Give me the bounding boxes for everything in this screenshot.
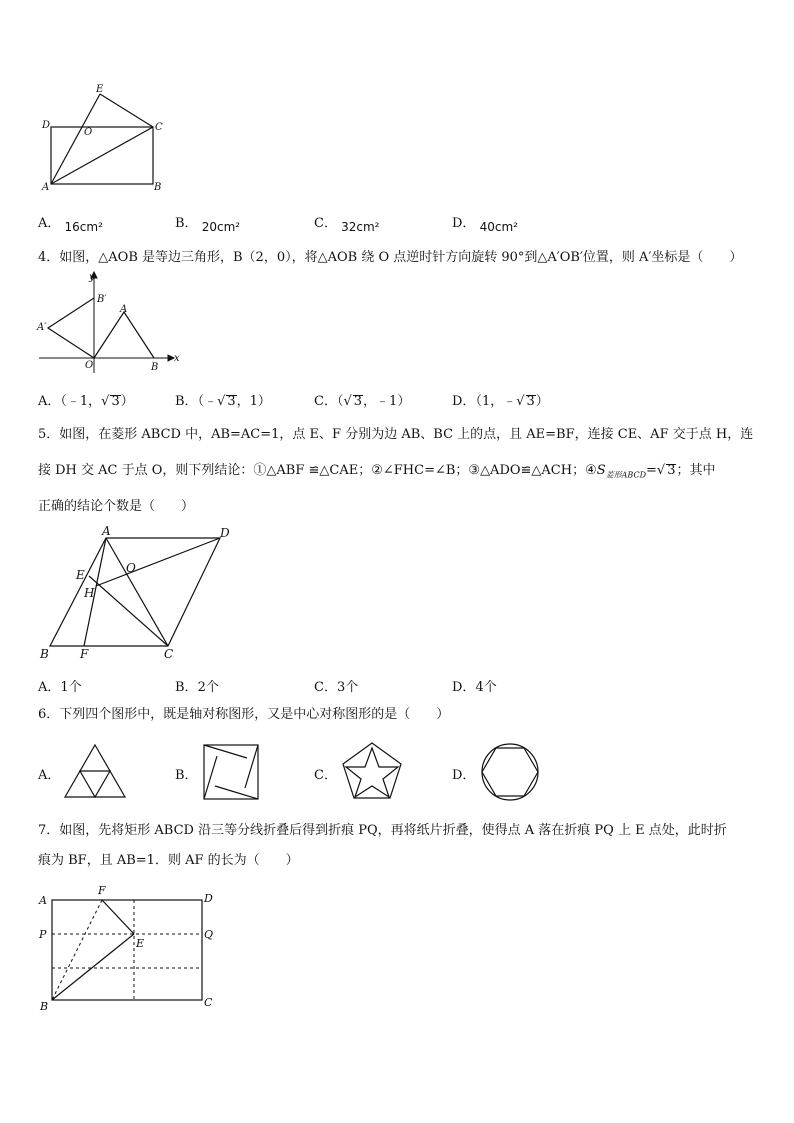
q5-option-b[interactable] — [175, 676, 219, 695]
q4-triangle-a1ob1 — [48, 298, 94, 358]
q5-stem-line2 — [38, 458, 716, 489]
q5-label-f: F — [80, 647, 89, 661]
q4-option-a-radicand: 3 — [111, 394, 120, 409]
q6-option-a[interactable] — [38, 764, 60, 783]
q4-triangle-aob — [94, 312, 154, 358]
q3-option-b-value: 20cm² — [201, 220, 241, 234]
q7-label-q: Q — [204, 928, 214, 941]
q4-option-c-pre: （ — [336, 394, 344, 409]
q5-option-b-letter: B． — [175, 680, 198, 695]
q5-label-e: E — [76, 568, 85, 582]
q6-option-b[interactable] — [175, 764, 198, 783]
radical-icon: √ — [217, 394, 226, 409]
q5-option-c[interactable] — [314, 676, 358, 695]
q4-option-a-letter: A． — [38, 394, 61, 409]
q4-option-d[interactable] — [452, 390, 549, 409]
q4-figure — [34, 268, 184, 373]
q6-stem: 6．下列四个图形中，既是轴对称图形，又是中心对称图形的是（ ） — [38, 707, 450, 722]
q4-label-y: y — [89, 272, 95, 283]
q3-figure — [34, 80, 174, 195]
q6-option-a-triangle-icon — [62, 742, 128, 800]
q4-label-x: x — [174, 353, 180, 364]
q7-figure — [34, 882, 224, 1014]
q3-option-c-letter: C． — [314, 216, 337, 231]
q5-label-b: B — [40, 647, 49, 661]
q7-label-c: C — [204, 996, 213, 1009]
radical-icon: √ — [343, 394, 352, 409]
q7-stem-line2: 痕为 BF，且 AB=1．则 AF 的长为（ ） — [38, 853, 299, 868]
q4-stem: 4．如图，△AOB 是等边三角形，B（2，0），将△AOB 绕 O 点逆时针方向旋转 90°到△A′OB′位置，则 A′坐标是（ ） — [38, 250, 743, 265]
q5-stem-line1: 5．如图，在菱形 ABCD 中，AB=AC=1，点 E、F 分别为边 AB、BC 上的点，且 AE=BF，连接 CE、AF 交于点 H，连 — [38, 427, 754, 442]
q7-line-bf — [52, 900, 102, 1000]
q7-label-d: D — [204, 892, 213, 905]
q5-option-c-letter: C． — [314, 680, 337, 695]
q4-option-d-post: ） — [535, 394, 549, 409]
q5-line-ce — [89, 576, 168, 646]
q3-option-d-value: 40cm² — [479, 220, 518, 234]
q5-diagonal-ac — [106, 538, 168, 646]
q5-label-c: C — [164, 647, 174, 661]
q5-label-d: D — [220, 526, 230, 540]
q4-option-b-radicand: 3 — [227, 394, 236, 409]
q7-line-fe — [102, 900, 134, 934]
q4-option-b-letter: B． — [175, 394, 198, 409]
q4-option-b[interactable] — [175, 390, 271, 409]
q5-option-c-value: 3个 — [336, 680, 359, 695]
q4-label-a: A — [120, 304, 128, 315]
q5-figure — [34, 524, 244, 664]
q4-option-d-pre: （1，﹣ — [475, 394, 517, 409]
q5-option-b-value: 2个 — [197, 680, 219, 695]
q7-label-f: F — [98, 884, 106, 897]
q4-label-a1: A′ — [37, 322, 47, 333]
q6-option-c-letter: C． — [314, 768, 337, 783]
q5-stem-line2-a: 接 DH 交 AC 于点 O，则下列结论：①△ABF ≌△CAE；②∠FHC=∠B；③△ADO≌△ACH；④ — [38, 463, 597, 478]
q6-option-b-letter: B． — [175, 768, 198, 783]
q5-label-a: A — [102, 524, 111, 538]
q4-option-b-post: ，1） — [236, 394, 271, 409]
q4-label-o: O — [85, 360, 94, 371]
q3-label-d: D — [42, 120, 51, 131]
q7-stem-line1: 7．如图，先将矩形 ABCD 沿三等分线折叠后得到折痕 PQ，再将纸片折叠，使得点 A 落在折痕 PQ 上 E 点处，此时折 — [38, 823, 727, 838]
q6-option-c-pentagon-star-icon — [340, 740, 404, 802]
q4-option-c-post: ，﹣1） — [363, 394, 411, 409]
q7-label-p: P — [39, 928, 47, 941]
q3-option-b[interactable] — [175, 212, 241, 234]
q4-option-b-pre: （﹣ — [197, 394, 218, 409]
q3-option-a-letter: A． — [38, 216, 61, 231]
radical-icon: √ — [101, 394, 110, 409]
q3-option-c[interactable] — [314, 212, 380, 234]
q5-option-d[interactable] — [452, 676, 497, 695]
q4-label-b: B — [151, 362, 159, 373]
q6-option-d-letter: D． — [452, 768, 476, 783]
q4-option-a[interactable] — [38, 390, 134, 409]
q3-option-a-value: 16cm² — [64, 220, 103, 234]
q5-stem-line3: 正确的结论个数是（ ） — [38, 499, 195, 514]
q6-option-d[interactable] — [452, 764, 475, 783]
q7-rectangle — [52, 900, 202, 1000]
q5-line-dh — [96, 538, 220, 586]
q3-line-ec — [100, 94, 153, 127]
q3-label-o: O — [84, 127, 93, 138]
q4-option-c-radicand: 3 — [353, 394, 363, 409]
q3-option-d-letter: D． — [452, 216, 476, 231]
q7-label-a: A — [39, 894, 47, 907]
q5-label-h: H — [84, 586, 95, 600]
q5-option-d-letter: D． — [452, 680, 476, 695]
q3-option-d[interactable] — [452, 212, 518, 234]
q4-option-d-radicand: 3 — [526, 394, 535, 409]
q7-label-b: B — [40, 1000, 49, 1013]
q5-rhombus — [50, 538, 220, 646]
radical-icon: √ — [656, 463, 666, 478]
q6-option-c[interactable] — [314, 764, 337, 783]
q7-label-e: E — [136, 937, 145, 950]
q4-option-c[interactable] — [314, 390, 410, 409]
q3-option-b-letter: B． — [175, 216, 198, 231]
q4-option-c-letter: C． — [314, 394, 337, 409]
q6-option-a-letter: A． — [38, 768, 61, 783]
q3-label-e: E — [96, 84, 104, 95]
q3-label-b: B — [154, 182, 162, 193]
q3-option-a[interactable] — [38, 212, 103, 234]
q3-label-a: A — [42, 182, 50, 193]
q6-option-b-square-icon — [201, 742, 261, 802]
q5-option-a-value: 1个 — [60, 680, 82, 695]
q4-label-b1: B′ — [97, 294, 107, 305]
q4-option-a-post: ） — [120, 394, 134, 409]
q5-option-d-value: 4个 — [475, 680, 497, 695]
q3-label-c: C — [155, 122, 163, 133]
q5-option-a-letter: A． — [38, 680, 61, 695]
q4-option-a-pre: （﹣1， — [60, 394, 102, 409]
radical-icon: √ — [516, 394, 525, 409]
q3-option-c-value: 32cm² — [341, 220, 380, 234]
q5-area-subscript: 菱形ABCD — [605, 470, 646, 480]
q5-radicand: 3 — [667, 463, 676, 478]
q5-label-o: O — [126, 561, 136, 575]
q7-line-be — [52, 934, 134, 1000]
q4-option-d-letter: D． — [452, 394, 476, 409]
q5-stem-line2-b: = — [646, 463, 657, 478]
q5-stem-line2-c: ；其中 — [676, 463, 716, 478]
q5-area-symbol: S — [596, 463, 606, 478]
q5-option-a[interactable] — [38, 676, 82, 695]
q6-option-d-hexagon-circle-icon — [478, 742, 542, 802]
